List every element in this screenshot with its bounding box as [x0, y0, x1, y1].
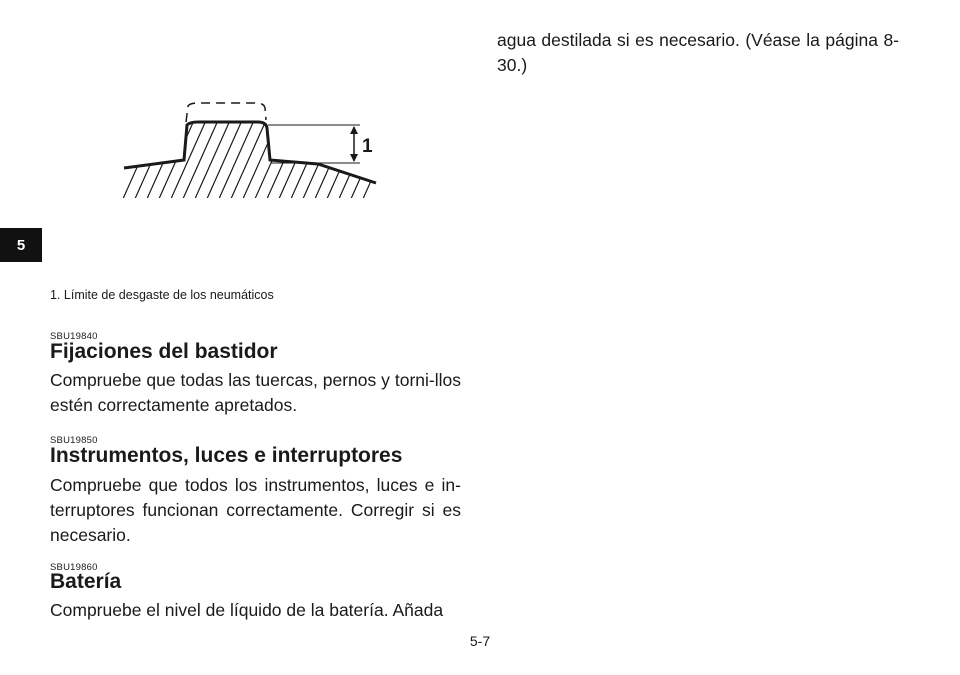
- arrow-down-icon: [350, 154, 358, 162]
- section-code: SBU19850: [50, 435, 98, 446]
- page-number: 5-7: [469, 633, 491, 649]
- tire-wear-diagram: [118, 98, 390, 210]
- section-heading: Fijaciones del bastidor: [50, 340, 278, 363]
- figure-caption: 1. Límite de desgaste de los neumáticos: [50, 288, 274, 302]
- original-tread-outline: [186, 103, 266, 122]
- section-code: SBU19840: [50, 331, 98, 342]
- section-code: SBU19860: [50, 562, 98, 573]
- section-paragraph: Compruebe que todos los instrumentos, luces e in-terruptores funcionan correctamente. Corregir si es necesario.: [50, 475, 461, 545]
- callout-number: 1: [362, 136, 373, 157]
- section-heading: Batería: [50, 570, 122, 593]
- section-heading: Instrumentos, luces e interruptores: [50, 444, 403, 467]
- continuation-paragraph: agua destilada si es necesario. (Véase la página 8-30.): [497, 30, 899, 75]
- section-paragraph: Compruebe que todas las tuercas, pernos y torni-llos estén correctamente apretados.: [50, 370, 461, 415]
- tread-hatching: [118, 98, 390, 210]
- section-paragraph: Compruebe el nivel de líquido de la batería. Añada: [50, 600, 444, 620]
- chapter-tab: 5: [0, 228, 42, 262]
- arrow-up-icon: [350, 126, 358, 134]
